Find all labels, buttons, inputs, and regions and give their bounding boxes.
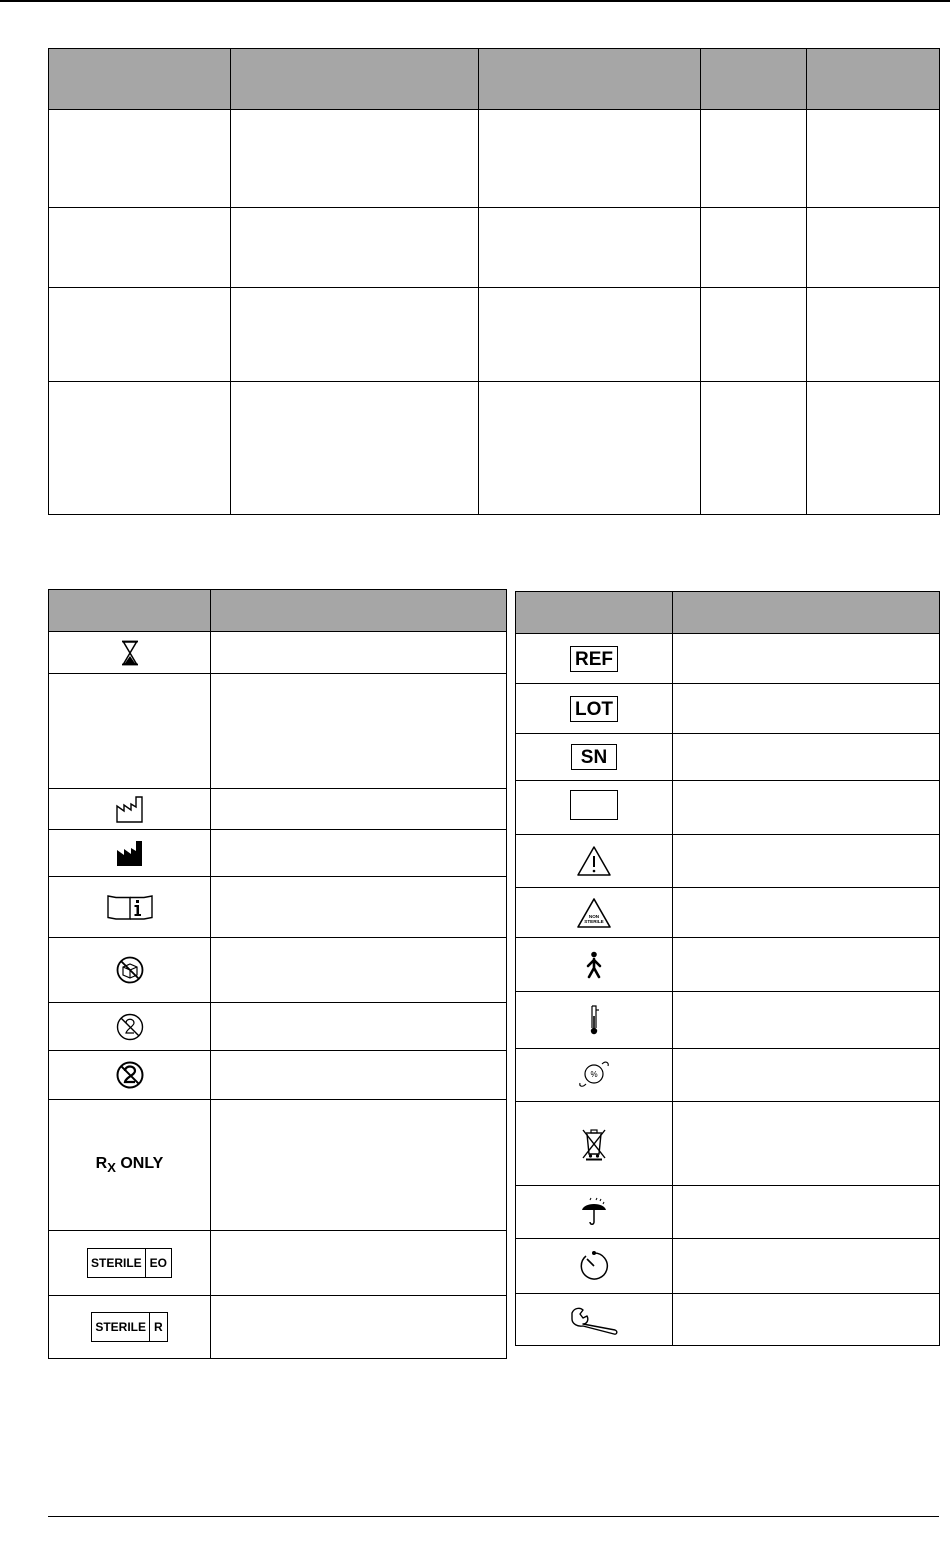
table-row — [516, 1239, 940, 1294]
symbol-cell — [516, 938, 673, 992]
description-cell — [673, 1294, 940, 1346]
sn-label: SN — [571, 744, 617, 770]
symbol-cell — [49, 1296, 211, 1359]
description-cell — [211, 877, 507, 938]
weee-bin-icon — [579, 1127, 609, 1161]
description-cell — [673, 938, 940, 992]
table-row — [516, 938, 940, 992]
symbol-cell — [49, 674, 211, 789]
table-cell — [807, 382, 940, 515]
symbol-cell — [49, 1051, 211, 1100]
sterile-r-label — [91, 1312, 167, 1342]
description-cell — [673, 1102, 940, 1186]
table-row — [49, 674, 507, 789]
table-row — [49, 1051, 507, 1100]
table-cell — [701, 288, 807, 382]
table-row — [516, 888, 940, 938]
table-row — [49, 877, 507, 938]
description-cell — [211, 632, 507, 674]
temperature-limit-icon — [585, 1004, 603, 1036]
upper-header-cell — [701, 49, 807, 110]
type-b-applied-part-icon — [584, 951, 604, 979]
table-cell — [231, 110, 479, 208]
table-row — [49, 938, 507, 1003]
consult-instructions-icon — [106, 894, 154, 920]
description-cell — [673, 1239, 940, 1294]
table-row — [49, 1231, 507, 1296]
symbol-cell — [49, 830, 211, 877]
symbol-cell — [516, 888, 673, 938]
caution-icon — [576, 845, 612, 877]
table-cell — [479, 288, 701, 382]
description-cell — [211, 1296, 507, 1359]
symbols-table-right — [515, 591, 940, 1346]
symbol-cell — [49, 632, 211, 674]
table-row — [49, 1296, 507, 1359]
table-row — [516, 634, 940, 684]
table-cell — [701, 382, 807, 515]
rx-x-text: X — [107, 1160, 116, 1176]
symbols-left-header — [49, 590, 507, 632]
percent-text: % — [590, 1070, 598, 1079]
table-cell — [807, 208, 940, 288]
upper-table-header — [49, 49, 940, 110]
sterile-text: STERILE — [584, 918, 604, 924]
table-cell — [49, 208, 231, 288]
description-cell — [211, 938, 507, 1003]
symbol-header-cell — [49, 590, 211, 632]
description-cell — [211, 1100, 507, 1231]
lot-label: LOT — [570, 696, 618, 722]
description-cell — [211, 1231, 507, 1296]
table-row — [516, 1102, 940, 1186]
sterile-method-text: R — [154, 1320, 163, 1334]
table-cell — [231, 208, 479, 288]
symbol-cell — [516, 734, 673, 781]
description-cell — [211, 789, 507, 830]
ref-label: REF — [570, 646, 618, 672]
table-cell — [231, 288, 479, 382]
table-cell — [479, 382, 701, 515]
non-sterile-icon — [576, 897, 612, 929]
description-cell — [211, 1003, 507, 1051]
table-row — [49, 382, 940, 515]
table-row — [516, 1186, 940, 1239]
table-row — [516, 684, 940, 734]
sterile-method-text: EO — [149, 1256, 167, 1270]
description-cell — [673, 1049, 940, 1102]
table-row — [49, 1100, 507, 1231]
timer-icon — [577, 1249, 611, 1283]
description-cell — [673, 781, 940, 835]
description-cell — [211, 830, 507, 877]
table-cell — [807, 110, 940, 208]
table-row — [49, 110, 940, 208]
table-row — [49, 830, 507, 877]
upper-header-cell — [479, 49, 701, 110]
description-header-cell — [211, 590, 507, 632]
top-rule — [0, 0, 950, 8]
table-cell — [701, 110, 807, 208]
table-row — [516, 992, 940, 1049]
sterile-eo-label — [87, 1248, 172, 1278]
upper-header-cell — [807, 49, 940, 110]
sterile-text: STERILE — [88, 1249, 146, 1277]
table-row — [49, 632, 507, 674]
manufacturer-icon — [115, 838, 145, 868]
symbol-cell — [516, 781, 673, 835]
empty-box-label — [570, 790, 618, 820]
symbol-header-cell — [516, 592, 673, 634]
table-row — [516, 835, 940, 888]
table-cell — [479, 208, 701, 288]
table-row — [49, 288, 940, 382]
symbol-cell — [516, 1102, 673, 1186]
table-cell — [49, 382, 231, 515]
description-cell — [673, 1186, 940, 1239]
rx-only-text: ONLY — [120, 1154, 164, 1172]
upper-table — [48, 48, 940, 515]
symbol-cell — [516, 1294, 673, 1346]
bottom-rule — [48, 1516, 939, 1517]
description-header-cell — [673, 592, 940, 634]
description-cell — [673, 734, 940, 781]
table-row — [516, 781, 940, 835]
table-row — [49, 1003, 507, 1051]
description-cell — [673, 684, 940, 734]
table-cell — [807, 288, 940, 382]
do-not-use-if-damaged-icon — [115, 955, 145, 985]
rx-only-label — [95, 1154, 164, 1176]
hourglass-icon — [120, 640, 140, 666]
symbol-cell — [49, 938, 211, 1003]
symbol-cell — [516, 992, 673, 1049]
table-cell — [701, 208, 807, 288]
upper-header-cell — [231, 49, 479, 110]
symbol-cell — [516, 835, 673, 888]
wrench-icon — [568, 1305, 620, 1335]
do-not-reuse-icon — [115, 1060, 145, 1090]
symbol-cell — [49, 877, 211, 938]
symbol-cell — [516, 1239, 673, 1294]
symbol-cell — [516, 684, 673, 734]
non-text: NON — [588, 913, 600, 919]
table-cell — [479, 110, 701, 208]
table-row — [516, 734, 940, 781]
symbol-cell — [49, 1003, 211, 1051]
description-cell — [211, 674, 507, 789]
symbol-cell — [516, 1186, 673, 1239]
date-of-manufacture-icon — [115, 794, 145, 824]
table-cell — [49, 110, 231, 208]
sterile-text: STERILE — [92, 1313, 150, 1341]
description-cell — [673, 634, 940, 684]
table-cell — [231, 382, 479, 515]
table-row — [49, 789, 507, 830]
table-cell — [49, 288, 231, 382]
keep-dry-icon — [579, 1196, 609, 1228]
table-row — [516, 1049, 940, 1102]
symbols-table-left — [48, 589, 507, 1359]
symbol-cell — [49, 789, 211, 830]
do-not-resterilize-icon — [115, 1012, 145, 1042]
table-row — [516, 1294, 940, 1346]
rx-r-text: R — [95, 1154, 108, 1172]
description-cell — [673, 888, 940, 938]
symbol-cell — [516, 1049, 673, 1102]
symbols-right-header — [516, 592, 940, 634]
symbol-cell — [516, 634, 673, 684]
symbol-cell — [49, 1100, 211, 1231]
humidity-limit-icon — [576, 1059, 612, 1091]
description-cell — [673, 835, 940, 888]
description-cell — [673, 992, 940, 1049]
description-cell — [211, 1051, 507, 1100]
upper-header-cell — [49, 49, 231, 110]
symbol-cell — [49, 1231, 211, 1296]
table-row — [49, 208, 940, 288]
